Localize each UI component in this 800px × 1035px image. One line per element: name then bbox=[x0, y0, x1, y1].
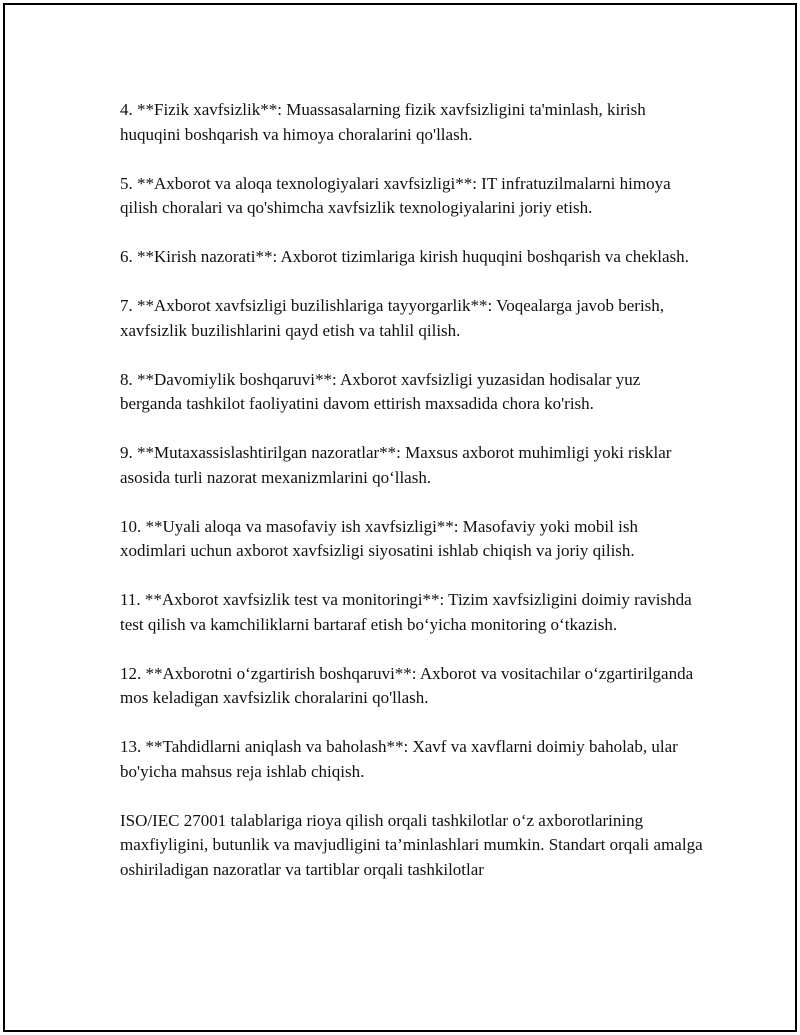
paragraph-9-mutaxassislashtirilgan-nazoratlar: 9. **Mutaxassislashtirilgan nazoratlar**: Maxsus axborot muhimligi yoki risklar asosida turli nazorat mexanizmlarini qo‘llash. bbox=[120, 443, 672, 487]
paragraph-6-kirish-nazorati: 6. **Kirish nazorati**: Axborot tizimlariga kirish huquqini boshqarish va cheklash. bbox=[120, 247, 689, 266]
document-body bbox=[120, 98, 705, 882]
page-frame bbox=[3, 3, 797, 1032]
paragraph-12-ozgartirish-boshqaruvi: 12. **Axborotni o‘zgartirish boshqaruvi**: Axborot va vositachilar o‘zgartirilganda mos keladigan xavfsizlik choralarini qo'llash. bbox=[120, 663, 694, 707]
paragraph-4-fizik-xavfsizlik: 4. **Fizik xavfsizlik**: Muassasalarning fizik xavfsizligini ta'minlash, kirish huquqini boshqarish va himoya choralarini qo'llash. bbox=[120, 100, 646, 144]
paragraph-10-uyali-aloqa: 10. **Uyali aloqa va masofaviy ish xavfsizligi**: Masofaviy yoki mobil ish xodimlari uchun axborot xavfsizligi siyosatini ishlab chiqish va joriy qilish. bbox=[120, 516, 638, 560]
paragraph-conclusion: ISO/IEC 27001 talablariga rioya qilish orqali tashkilotlar o‘z axborotlarining maxfiyligini, butunlik va mavjudligini ta’minlashlari mumkin. Standart orqali amalga oshiriladigan nazoratlar va tartiblar orqali tashkilotlar bbox=[120, 810, 703, 879]
paragraph-11-test-monitoringi: 11. **Axborot xavfsizlik test va monitoringi**: Tizim xavfsizligini doimiy ravishda test qilish va kamchiliklarni bartaraf etish bo‘yicha monitoring o‘tkazish. bbox=[120, 590, 692, 634]
paragraph-5-axborot-aloqa-texnologiyalari: 5. **Axborot va aloqa texnologiyalari xavfsizligi**: IT infratuzilmalarni himoya qilish choralari va qo'shimcha xavfsizlik texnologiyalarini joriy etish. bbox=[120, 173, 671, 217]
paragraph-13-tahdidlarni-aniqlash: 13. **Tahdidlarni aniqlash va baholash**: Xavf va xavflarni doimiy baholab, ular bo'yicha mahsus reja ishlab chiqish. bbox=[120, 737, 678, 781]
paragraph-8-davomiylik-boshqaruvi: 8. **Davomiylik boshqaruvi**: Axborot xavfsizligi yuzasidan hodisalar yuz berganda tashkilot faoliyatini davom ettirish maxsadida chora ko'rish. bbox=[120, 369, 641, 413]
paragraph-7-buzilishlarga-tayyorgarlik: 7. **Axborot xavfsizligi buzilishlariga tayyorgarlik**: Voqealarga javob berish, xavfsizlik buzilishlarini qayd etish va tahlil qilish. bbox=[120, 296, 665, 340]
